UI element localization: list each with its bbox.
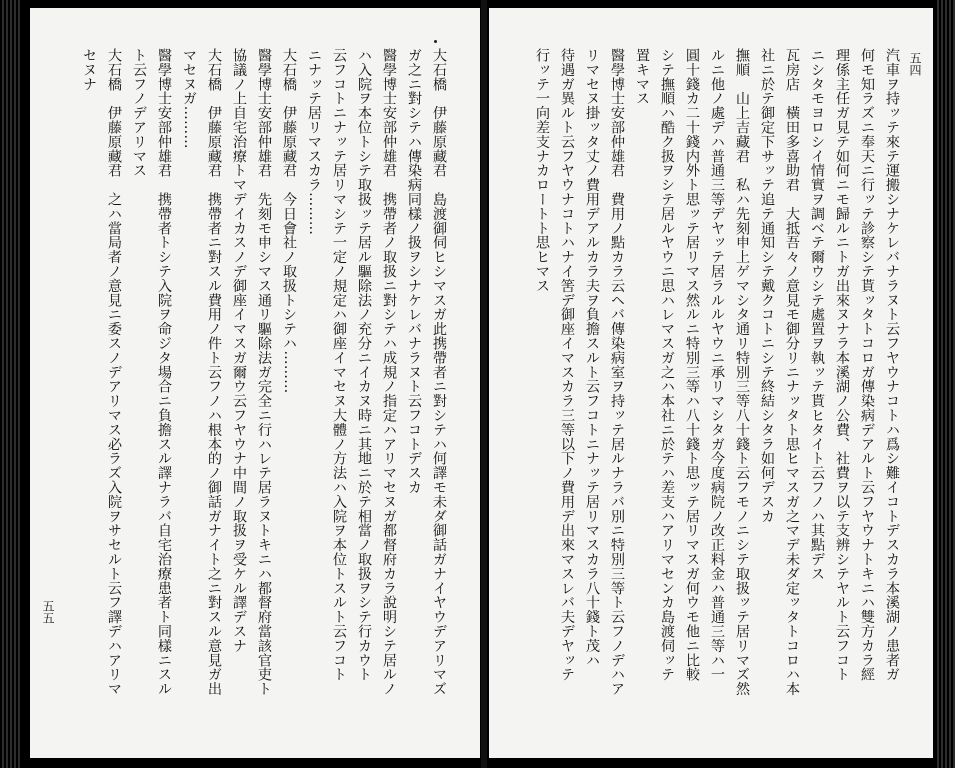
text-column: ハ入院ヲ本位トシテ取扱ッテ居ル驅除法ノ充分ニイカヌ時ニ其地ニ於テ相當ノ取扱ヲシテ行カウト (356, 48, 372, 682)
left-edge (0, 0, 20, 768)
text-column: リマセヌ掛ッタ丈ノ費用デアルカラ夫ヲ負擔スルト云フコトニナッテ居リマスカラ八十錢ト茂ハ (584, 48, 600, 668)
book-spine (481, 0, 487, 768)
text-column: シテ撫順ハ酷ク扱ヲシテ居ルヤウニ思ハレマスガ之ハ本社ニ於テハ差支ハアリマセンカ島渡伺ッテ (659, 48, 675, 682)
text-column: 行ッテ一向差支ナカロートト思ヒマス (534, 48, 550, 293)
text-column: ガ之ニ對シテハ傳染病同樣ノ扱ヲシナケレバナラヌト云フコトデスカ (406, 48, 422, 495)
right-page-text (531, 48, 903, 696)
text-column: 醫學博士安部仲雄君 携帶者トシテ入院ヲ命ジタ場合ニ負擔スル譯ナラバ自宅治療患者ト同樣ニスル (156, 48, 172, 696)
right-page (489, 8, 933, 758)
text-column: マセヌガ……… (181, 48, 197, 149)
text-column: ト云フノデアリマス (131, 48, 147, 178)
text-column: 圓十錢カ二十錢内外ト思ッテ居リマス然ルニ特別三等ハ八十錢ト思ッテ居リマスガ何ウモ他ニ比較 (684, 48, 700, 682)
text-column: 社ニ於テ御定下サッテ追テ通知シテ戴クコトニシテ終結シタラ如何デスカ (759, 48, 775, 524)
left-page (30, 8, 480, 758)
text-column: 大石橋 伊藤原藏君 携帶者ニ對スル費用ノ件ト云フノハ根本的ノ御話ガナイト之ニ對スル意見ガ出 (206, 48, 222, 696)
text-column: 醫學博士安部仲雄君 携帶者ノ取扱ニ對シテハ成規ノ指定ハアリマセヌガ都督府カラ說明シテ居ルノ (381, 48, 397, 696)
text-column: 何モ知ラズニ奉天ニ行ッテ診察シテ貰ッタトコロガ傳染病デアルト云フヤウナトキニハ雙方カラ經 (859, 48, 875, 682)
text-column: セヌナ (81, 48, 97, 92)
text-column: 汽車ヲ持ッテ來テ運搬シナケレバナラヌト云フヤウナコトハ爲シ難イコトデスカラ本溪湖ノ患者ガ (884, 48, 900, 682)
left-page-number: 五五 (41, 600, 55, 624)
right-edge (935, 0, 955, 768)
text-column: 待遇ガ異ルト云フヤウナコトハナイ筈デ御座イマスカラ三等以下ノ費用デ出來マスレバ夫デヤッテ (559, 48, 575, 682)
text-column: 理係主任ガ見テ如何ニモ歸ルニトガ出來ヌナラ本溪湖ノ公費、社費ヲ以テ支辨シテヤルト云フコト (834, 48, 850, 682)
text-column: ルニ他ノ處デハ普通三等デヤッテ居ラルルヤウニ承リマシタガ今度病院ノ改正料金ハ普通三等ハ一 (709, 48, 725, 682)
right-page-number: 五四 (908, 52, 922, 76)
text-column: 瓦房店 橫田多喜助君 大抵吾々ノ意見モ御分リニナッタト思ヒマスガ之マデ未ダ定ッタトコロハ本 (784, 48, 800, 696)
text-column: 撫順 山上吉藏君 私ハ先刻申上ゲマシタ通リ特別三等八十錢ト云フモノニシテ取扱ッテ居リマズ然 (734, 48, 750, 696)
text-column: 協議ノ上自宅治療トマデイカスノデ御座イマスガ爾ウ云フヤウナ中間ノ取扱ヲ受ケル譯デスナ (231, 48, 247, 653)
left-page-text (78, 48, 450, 696)
text-column: 大石橋 伊藤原藏君 島渡御伺ヒシマスガ此携帶者ニ對シテハ何譯モ未ダ御話ガナイヤウデアリマズ (431, 48, 447, 696)
ink-speck (434, 40, 437, 43)
text-column: 大石橋 伊藤原藏君 之ハ當局者ノ意見ニ委スノデアリマス必ラズ入院ヲサセルト云フ譯デハアリマ (106, 48, 122, 696)
text-column: 置キマス (634, 48, 650, 106)
text-column: ニシタモヨロシイ情實ヲ調ベテ爾ウシテ處置ヲ執ッテ貰ヒタイト云フノハ其點デス (809, 48, 825, 581)
text-column: ニナッテ居リマスカラ……… (306, 48, 322, 236)
text-column: 大石橋 伊藤原藏君 今日會社ノ取扱トシテハ……… (281, 48, 297, 394)
text-column: 醫學博士安部仲雄君 費用ノ點カラ云ヘバ傳染病室ヲ持ッテ居ルナラバ別ニ特別三等ト云フノデハア (609, 48, 625, 696)
text-column: 云フコトニナッテ居リマシテ一定ノ規定ハ御座イマセヌ大體ノ方法ハ入院ヲ本位トスルト云フコト (331, 48, 347, 682)
text-column: 醫學博士安部仲雄君 先刻モ申シマス通リ驅除法ガ完全ニ行ハレテ居ラヌトキニハ都督府當該官吏ト (256, 48, 272, 696)
